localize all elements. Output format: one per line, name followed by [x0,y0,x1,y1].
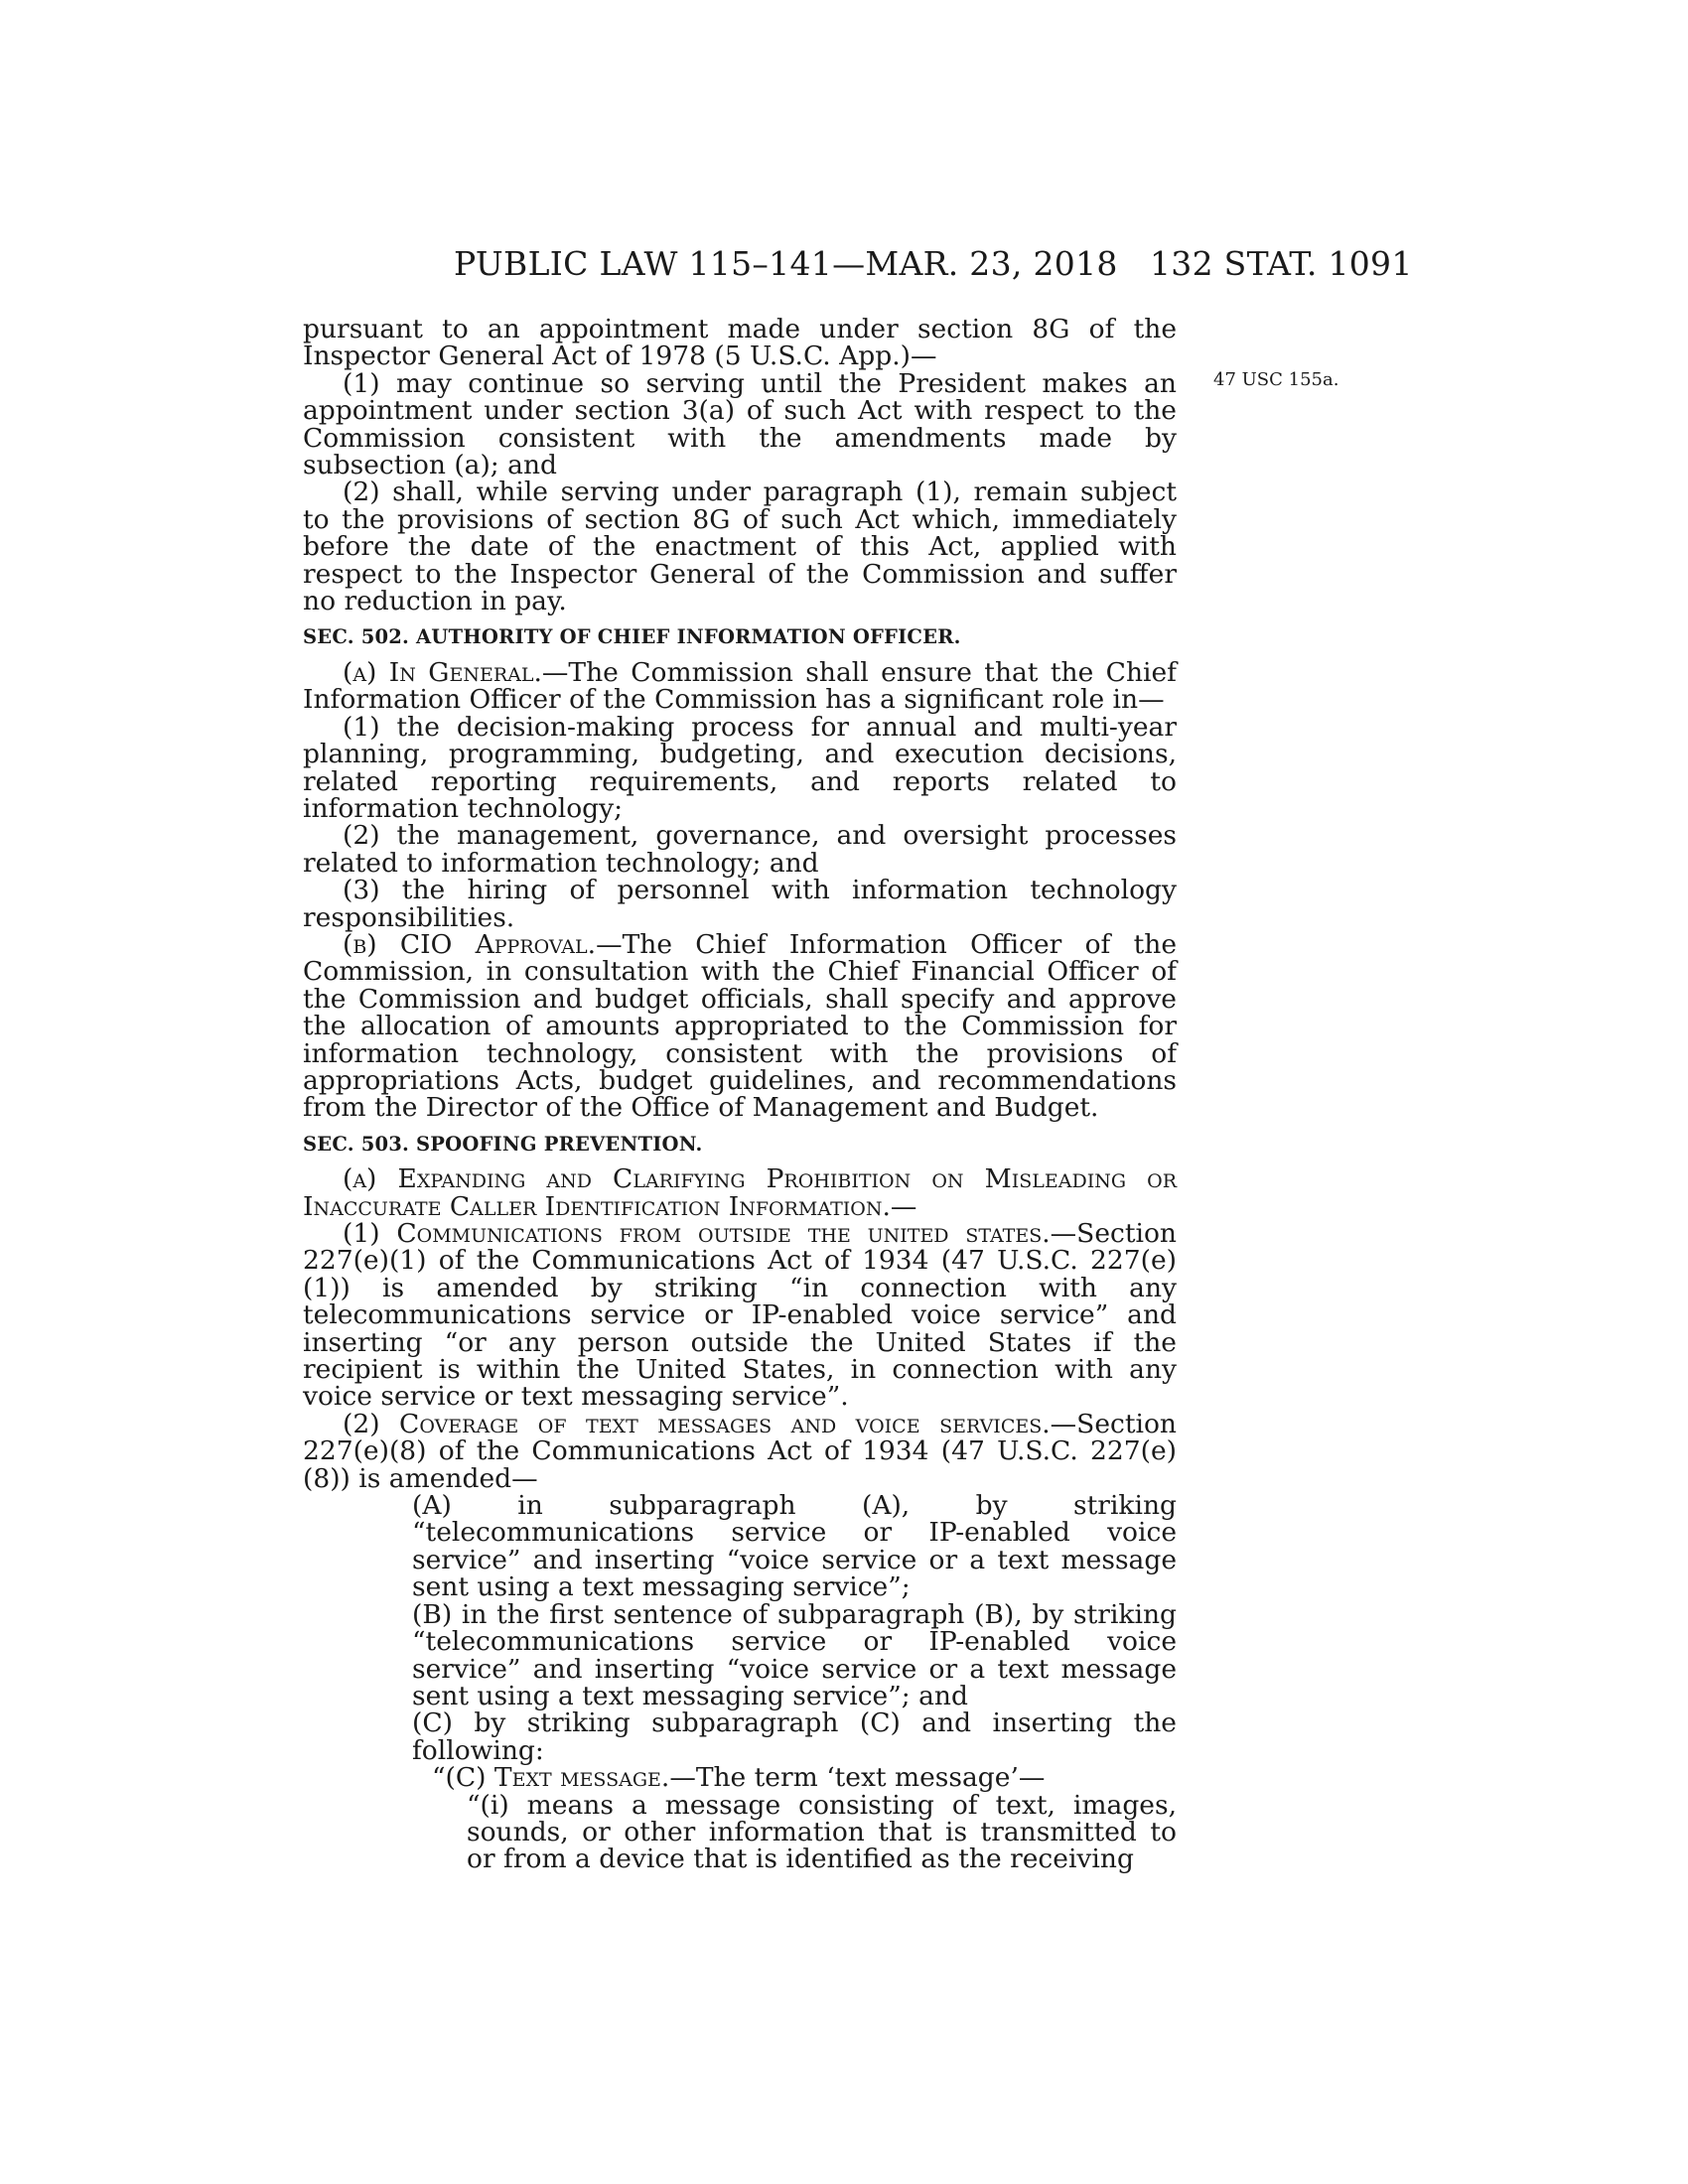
section-503-item-2-label: (2) Coverage of text messages and voice services. [343,1408,1051,1439]
document-body [303,316,1177,1873]
subsection-b-label: (b) CIO Approval. [343,928,597,960]
definition-text-message-label: “(C) Text message. [432,1762,670,1794]
subsection-a-item-2: (2) the management, governance, and oversight processes related to information technology; and [303,820,1177,879]
running-head: PUBLIC LAW 115–141—MAR. 23, 2018 [454,244,1118,283]
section-503-item-1 [303,1220,1177,1411]
section-502-heading: SEC. 502. AUTHORITY OF CHIEF INFORMATION OFFICER. [303,625,961,649]
section-503-item-1-text: —Section 227(e)(1) of the Communications Act of 1934 (47 U.S.C. 227(e)(1)) is amended by striking “in connection with any telecommunications service or IP-enabled voice service” and inserting “or any person outside the United States if the recipient is within the United States, in connection with any voice service or text messaging service”. [303,1218,1177,1413]
subsection-a-item-3: (3) the hiring of personnel with information technology responsibilities. [303,875,1177,933]
section-503-item-2-B: (B) in the first sentence of subparagraph (B), by striking “telecommunications service or IP-enabled voice service” and inserting “voice service or a text message sent using a text messaging service”; and [412,1598,1177,1711]
margin-note: 47 USC 155a. [1213,369,1339,390]
page-header [0,244,1688,292]
paragraph-continuation: pursuant to an appointment made under section 8G of the Inspector General Act of 1978 (5 U.S.C. App.)— [303,314,1177,372]
definition-text-message-text: —The term ‘text message’— [669,1762,1046,1794]
section-503-item-2-text: —Section 227(e)(8) of the Communications Act of 1934 (47 U.S.C. 227(e)(8)) is amended— [303,1408,1177,1494]
section-503-item-2 [303,1408,1177,1494]
subsection-b-text: —The Chief Information Officer of the Commission, in consultation with the Chief Financial Officer of the Commission and budget officials, shall specify and approve the allocation of amounts appropriated to the Commission for information technology, consistent with the provisions of appropriations Acts, budget guidelines, and recommendations from the Director of the Office of Management and Budget. [303,928,1178,1124]
definition-clause-i: “(i) means a message consisting of text, images, sounds, or other information that is transmitted to or from a device that is identified as the receiving [467,1789,1177,1875]
subsection-a-label: (a) In General. [343,656,542,688]
subsection-b [303,928,1178,1124]
paragraph-item-2: (2) shall, while serving under paragraph (1), remain subject to the provisions of section 8G of such Act which, immediately before the date of the enactment of this Act, applied with respect to the Inspector General of the Commission and suffer no reduction in pay. [303,477,1177,617]
paragraph-item-1: (1) may continue so serving until the President makes an appointment under section 3(a) of such Act with respect to the Commission consistent with the amendments made by subsection (a); and [303,367,1177,481]
section-503-item-2-C: (C) by striking subparagraph (C) and inserting the following: [412,1707,1177,1766]
section-503-subsection-a-text: — [890,1190,917,1222]
subsection-a-text: —The Commission shall ensure that the Chief Information Officer of the Commission has a significant role in— [303,656,1177,716]
section-503-heading: SEC. 503. SPOOFING PREVENTION. [303,1132,703,1156]
definition-text-message [303,1762,1177,1794]
subsection-a-item-1: (1) the decision-making process for annual and multi-year planning, programming, budgeting, and execution decisions, related reporting requirements, and reports related to information technology; [303,711,1177,824]
statute-citation: 132 STAT. 1091 [1150,244,1413,283]
subsection-a [303,656,1177,716]
section-503-subsection-a [303,1165,1177,1220]
section-503-item-1-label: (1) Communications from outside the united states. [343,1218,1051,1249]
section-503-subsection-a-label: (a) Expanding and Clarifying Prohibition on Misleading or Inaccurate Caller Identification Information. [303,1163,1177,1222]
section-503-item-2-A: (A) in subparagraph (A), by striking “telecommunications service or IP-enabled voice service” and inserting “voice service or a text message sent using a text messaging service”; [412,1490,1177,1603]
